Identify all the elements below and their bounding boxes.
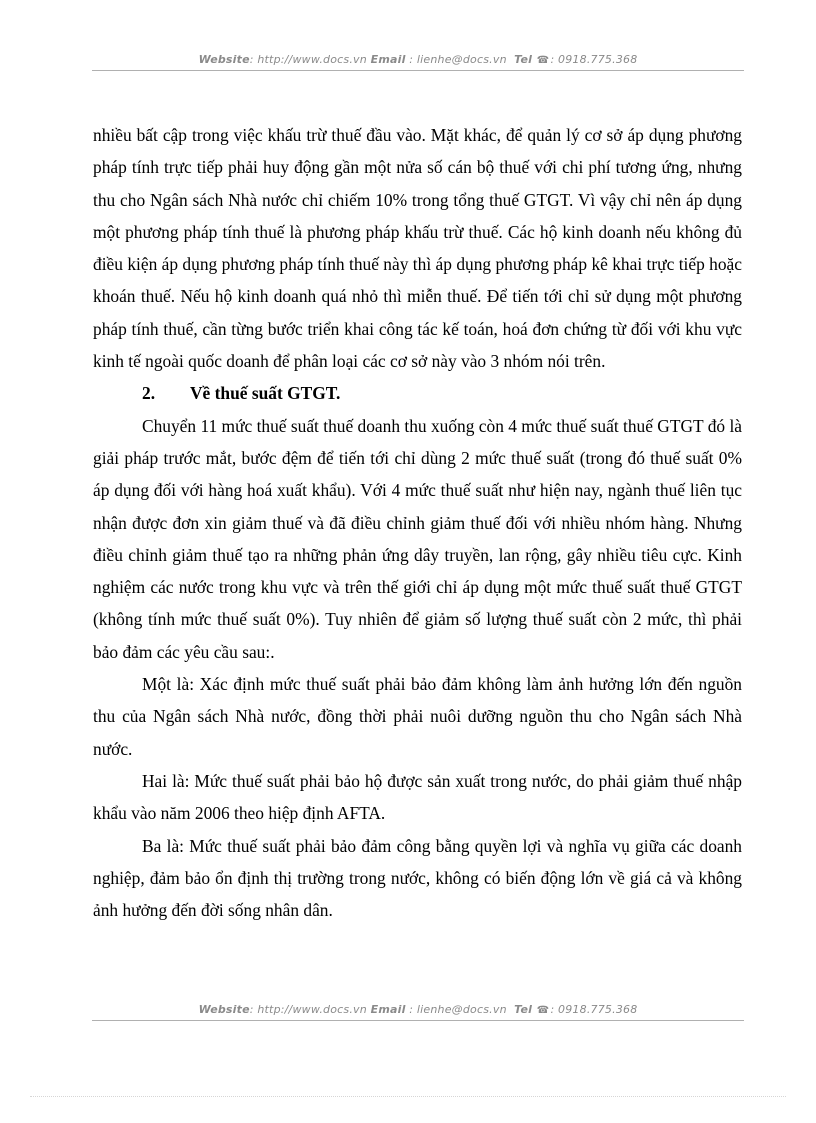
paragraph-requirement-three: Ba là: Mức thuế suất phải bảo đảm công bằng quyền lợi và nghĩa vụ giữa các doanh nghiệp, đảm bảo ổn định thị trường trong nước, không có biến động lớn về giá cả và không ảnh hưởng đến đời sống nhân dân. — [93, 835, 742, 921]
header-email-label: Email — [370, 53, 406, 66]
footer-website-label: Website — [198, 1003, 250, 1016]
header-tel-value: : 0918.775.368 — [550, 53, 638, 66]
section-heading-text: Về thuế suất GTGT. — [190, 383, 341, 404]
footer-website-link[interactable]: : http://www.docs.vn — [249, 1003, 367, 1016]
document-body — [93, 119, 742, 926]
phone-icon: ☎ — [536, 55, 550, 66]
section-heading-number: 2. — [142, 383, 156, 404]
header-email-link[interactable]: : lienhe@docs.vn — [409, 53, 507, 66]
header-website-label: Website — [198, 53, 250, 66]
footer-email-label: Email — [370, 1003, 406, 1016]
footer-tel-value: : 0918.775.368 — [550, 1003, 638, 1016]
paragraph-requirement-one: Một là: Xác định mức thuế suất phải bảo đảm không làm ảnh hưởng lớn đến nguồn thu của Ngân sách Nhà nước, đồng thời phải nuôi dưỡng nguồn thu cho Ngân sách Nhà nước. — [93, 674, 742, 759]
paragraph-tax-rates: Chuyển 11 mức thuế suất thuế doanh thu xuống còn 4 mức thuế suất thuế GTGT đó là giải pháp trước mắt, bước đệm để tiến tới chỉ dùng 2 mức thuế suất (trong đó thuế suất 0% áp dụng đối với hàng hoá xuất khẩu). Với 4 mức thuế suất như hiện nay, ngành thuế liên tục nhận được đơn xin giảm thuế và đã điều chỉnh giảm thuế đối với nhiều nhóm hàng. Nhưng điều chỉnh giảm thuế tạo ra những phản ứng dây truyền, lan rộng, gây nhiều tiêu cực. Kinh nghiệm các nước trong khu vực và trên thế giới chỉ áp dụng một mức thuế suất thuế GTGT (không tính mức thuế suất 0%). Tuy nhiên để giảm số lượng thuế suất còn 2 mức, thì phải bảo đảm các yêu cầu sau:. — [93, 415, 742, 662]
page-header — [92, 52, 744, 71]
page-bottom-divider — [30, 1096, 786, 1097]
header-website-link[interactable]: : http://www.docs.vn — [249, 53, 367, 66]
phone-icon: ☎ — [536, 1005, 550, 1016]
section-heading — [93, 377, 742, 409]
page-footer — [92, 1002, 744, 1021]
paragraph-requirement-two: Hai là: Mức thuế suất phải bảo hộ được sản xuất trong nước, do phải giảm thuế nhập khẩu vào năm 2006 theo hiệp định AFTA. — [93, 770, 742, 824]
paragraph-continued: nhiều bất cập trong việc khấu trừ thuế đầu vào. Mặt khác, để quản lý cơ sở áp dụng phương pháp tính trực tiếp phải huy động gần một nửa số cán bộ thuế với chi phí tương ứng, nhưng thu cho Ngân sách Nhà nước chỉ chiếm 10% trong tổng thuế GTGT. Vì vậy chỉ nên áp dụng một phương pháp tính thuế là phương pháp khấu trừ thuế. Các hộ kinh doanh nếu không đủ điều kiện áp dụng phương pháp tính thuế này thì áp dụng phương pháp kê khai trực tiếp hoặc khoán thuế. Nếu hộ kinh doanh quá nhỏ thì miễn thuế. Để tiến tới chỉ sử dụng một phương pháp tính thuế, cần từng bước triển khai công tác kế toán, hoá đơn chứng từ đối với khu vực kinh tế ngoài quốc doanh để phân loại các cơ sở này vào 3 nhóm nói trên. — [93, 125, 742, 372]
footer-email-link[interactable]: : lienhe@docs.vn — [409, 1003, 507, 1016]
footer-tel-label: Tel — [514, 1003, 533, 1016]
header-tel-label: Tel — [514, 53, 533, 66]
